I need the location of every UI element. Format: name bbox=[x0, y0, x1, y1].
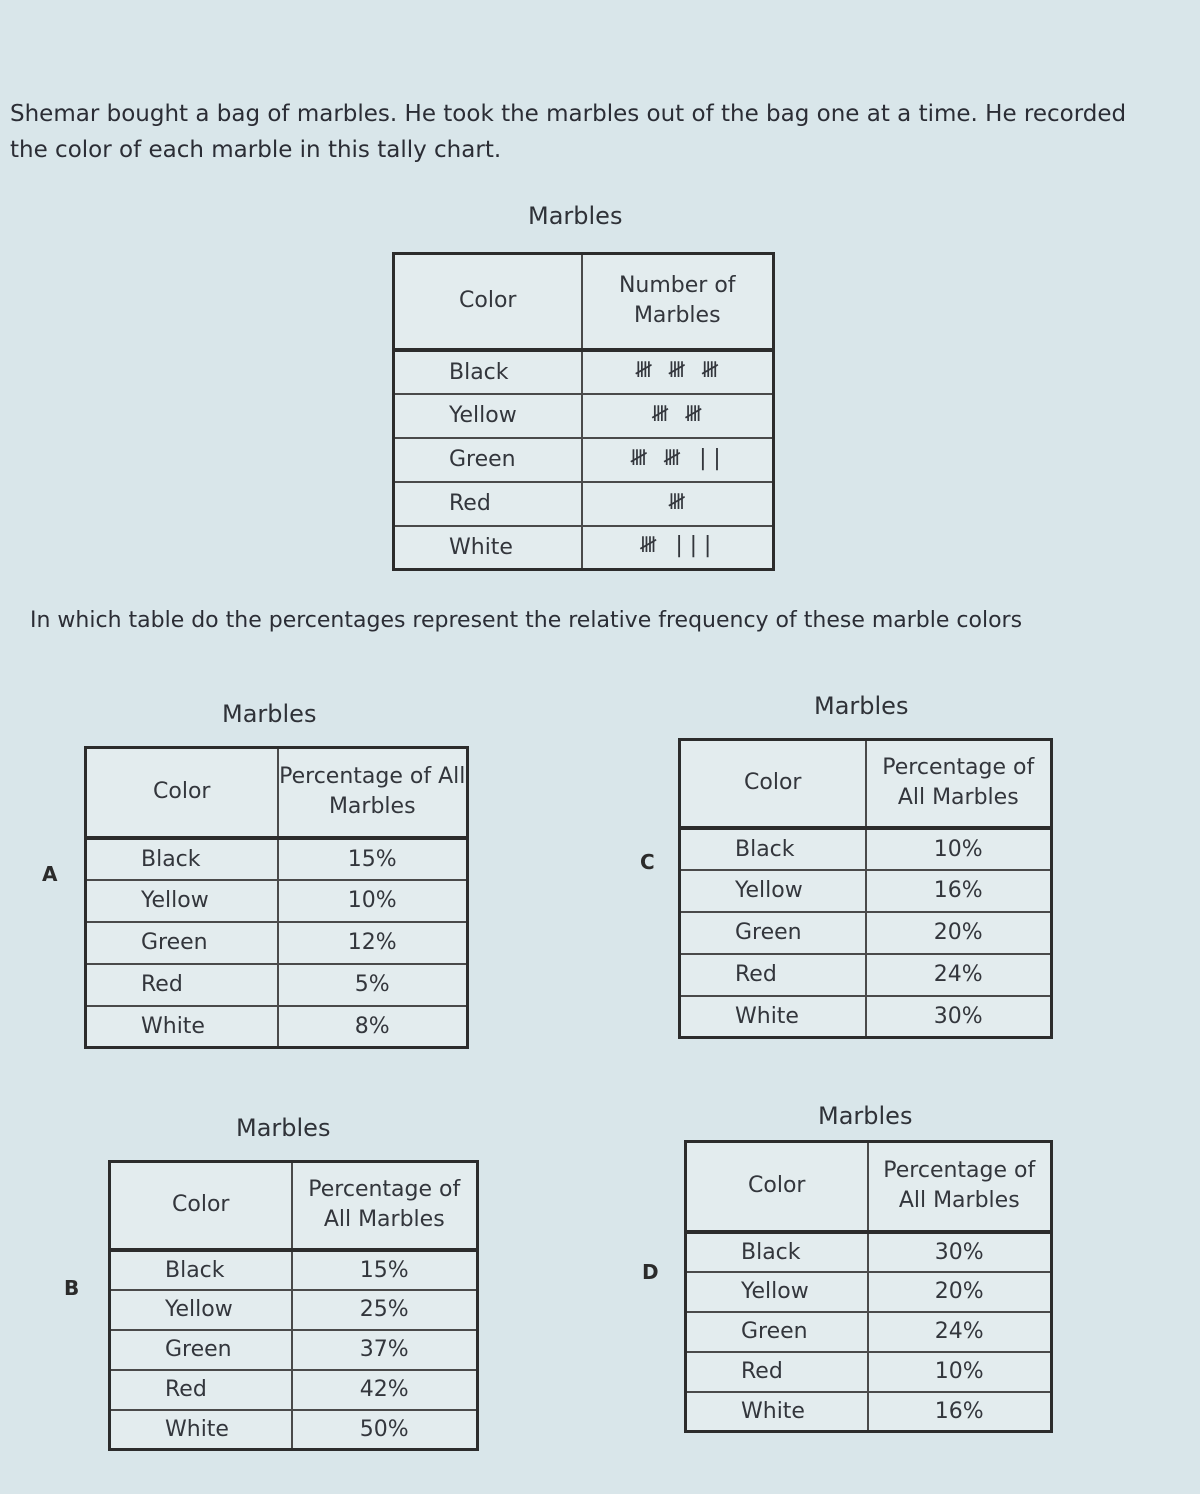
option-b-letter[interactable]: B bbox=[64, 1276, 80, 1300]
problem-prompt: Shemar bought a bag of marbles. He took the marbles out of the bag one at a time. He recorded the color of each marble in this tally chart. bbox=[10, 101, 1127, 163]
option-d-letter[interactable]: D bbox=[642, 1260, 659, 1284]
option-d-color-cell: Green bbox=[686, 1312, 868, 1352]
header-number-of-marbles: Number of Marbles bbox=[582, 254, 774, 350]
tally-color-cell: Yellow bbox=[394, 394, 582, 438]
option-a-pct-cell: 10% bbox=[278, 880, 468, 922]
option-a-table[interactable] bbox=[84, 746, 469, 1049]
option-d-pct-cell: 16% bbox=[868, 1392, 1052, 1432]
option-d-table[interactable] bbox=[684, 1140, 1053, 1433]
option-d-title: Marbles bbox=[818, 1102, 913, 1130]
header-percentage: Percentage of All Marbles bbox=[292, 1162, 478, 1250]
option-c-color-cell: Yellow bbox=[680, 870, 866, 912]
option-b-pct-cell: 37% bbox=[292, 1330, 478, 1370]
option-a-color-cell: White bbox=[86, 1006, 278, 1048]
option-b-pct-cell: 50% bbox=[292, 1410, 478, 1450]
option-b-pct-cell: 25% bbox=[292, 1290, 478, 1330]
option-d-pct-cell: 10% bbox=[868, 1352, 1052, 1392]
option-d-color-cell: Red bbox=[686, 1352, 868, 1392]
tally-table bbox=[392, 252, 775, 571]
option-c-color-cell: Black bbox=[680, 828, 866, 870]
option-c-title: Marbles bbox=[814, 692, 909, 720]
option-b-color-cell: Red bbox=[110, 1370, 292, 1410]
option-b-pct-cell: 15% bbox=[292, 1250, 478, 1290]
option-b-title: Marbles bbox=[236, 1114, 331, 1142]
header-color: Color bbox=[86, 748, 278, 838]
header-color: Color bbox=[680, 740, 866, 828]
tally-table-title: Marbles bbox=[528, 202, 623, 230]
tally-color-cell: Green bbox=[394, 438, 582, 482]
option-c-table[interactable] bbox=[678, 738, 1053, 1039]
option-a-title: Marbles bbox=[222, 700, 317, 728]
tally-marks-cell: 𝍸 𝍸 𝍸 bbox=[582, 350, 774, 394]
option-d-color-cell: White bbox=[686, 1392, 868, 1432]
tally-marks-cell: 𝍸 𝍸 bbox=[582, 394, 774, 438]
option-d-color-cell: Black bbox=[686, 1232, 868, 1272]
header-color: Color bbox=[394, 254, 582, 350]
option-b-color-cell: Black bbox=[110, 1250, 292, 1290]
tally-marks-cell: 𝍸 ||| bbox=[582, 526, 774, 570]
header-color: Color bbox=[686, 1142, 868, 1232]
option-b-color-cell: Green bbox=[110, 1330, 292, 1370]
option-b-color-cell: White bbox=[110, 1410, 292, 1450]
option-c-pct-cell: 30% bbox=[866, 996, 1052, 1038]
option-a-color-cell: Red bbox=[86, 964, 278, 1006]
option-d-pct-cell: 20% bbox=[868, 1272, 1052, 1312]
option-c-pct-cell: 10% bbox=[866, 828, 1052, 870]
option-b-table[interactable] bbox=[108, 1160, 479, 1451]
tally-color-cell: Black bbox=[394, 350, 582, 394]
option-c-color-cell: Green bbox=[680, 912, 866, 954]
tally-marks-cell: 𝍸 bbox=[582, 482, 774, 526]
option-a-pct-cell: 12% bbox=[278, 922, 468, 964]
option-c-color-cell: Red bbox=[680, 954, 866, 996]
option-b-color-cell: Yellow bbox=[110, 1290, 292, 1330]
option-c-letter[interactable]: C bbox=[640, 850, 655, 874]
option-c-pct-cell: 16% bbox=[866, 870, 1052, 912]
option-a-color-cell: Yellow bbox=[86, 880, 278, 922]
question-text: In which table do the percentages represent the relative frequency of these marble colors bbox=[30, 608, 1023, 633]
option-c-pct-cell: 20% bbox=[866, 912, 1052, 954]
header-color: Color bbox=[110, 1162, 292, 1250]
option-d-pct-cell: 24% bbox=[868, 1312, 1052, 1352]
header-percentage: Percentage of All Marbles bbox=[278, 748, 468, 838]
option-a-letter[interactable]: A bbox=[42, 862, 58, 886]
option-b-pct-cell: 42% bbox=[292, 1370, 478, 1410]
tally-color-cell: White bbox=[394, 526, 582, 570]
header-percentage: Percentage of All Marbles bbox=[868, 1142, 1052, 1232]
tally-marks-cell: 𝍸 𝍸 || bbox=[582, 438, 774, 482]
option-d-pct-cell: 30% bbox=[868, 1232, 1052, 1272]
tally-color-cell: Red bbox=[394, 482, 582, 526]
option-c-color-cell: White bbox=[680, 996, 866, 1038]
option-d-color-cell: Yellow bbox=[686, 1272, 868, 1312]
option-a-pct-cell: 5% bbox=[278, 964, 468, 1006]
option-a-color-cell: Black bbox=[86, 838, 278, 880]
option-a-pct-cell: 8% bbox=[278, 1006, 468, 1048]
option-c-pct-cell: 24% bbox=[866, 954, 1052, 996]
header-percentage: Percentage of All Marbles bbox=[866, 740, 1052, 828]
option-a-pct-cell: 15% bbox=[278, 838, 468, 880]
option-a-color-cell: Green bbox=[86, 922, 278, 964]
